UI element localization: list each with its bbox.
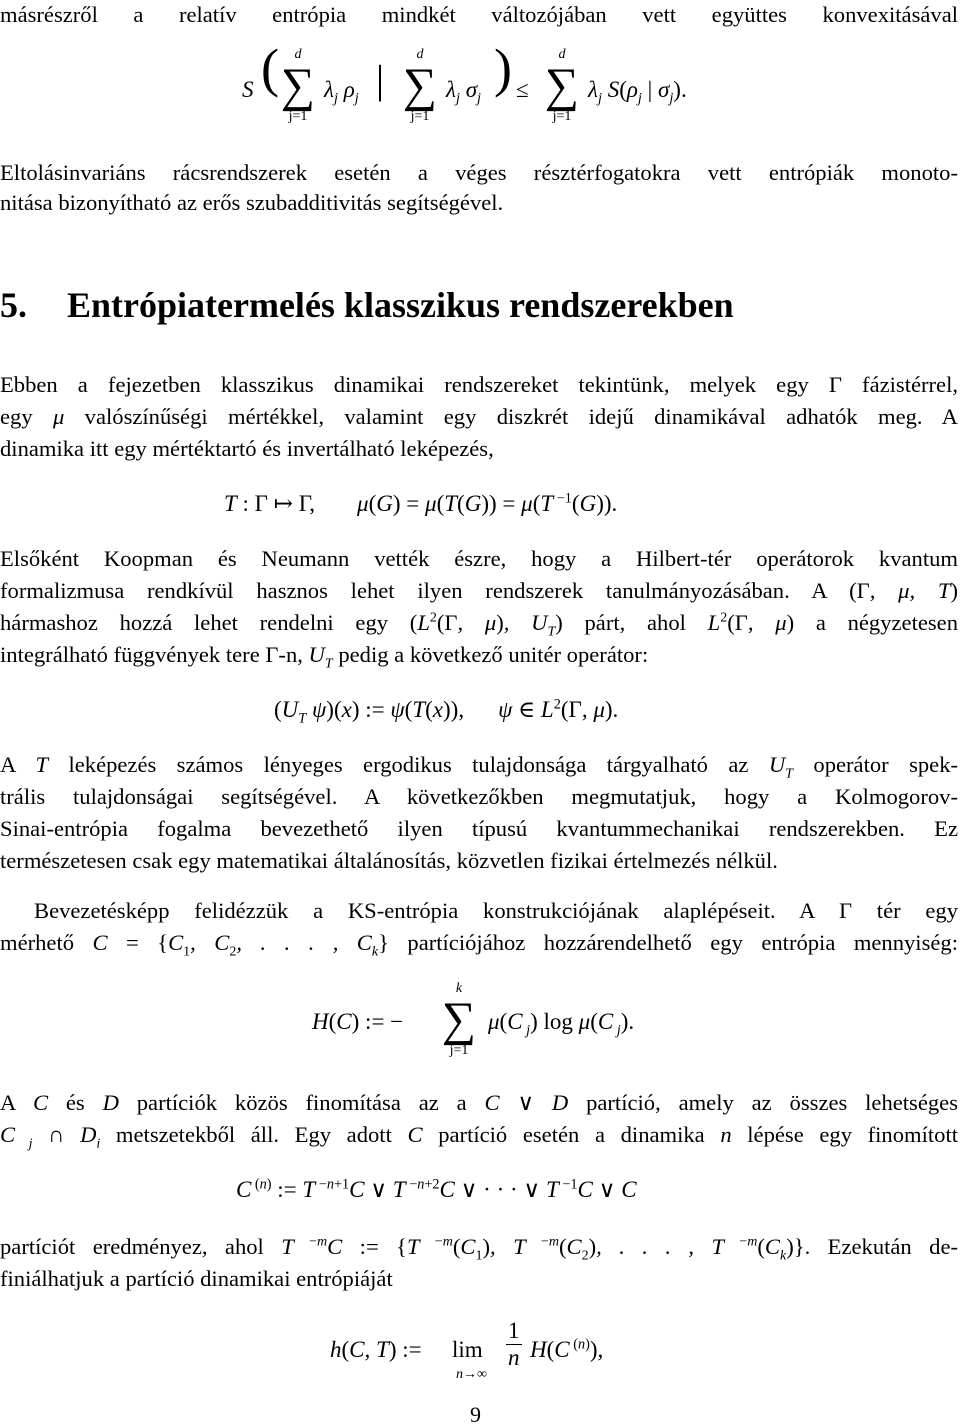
page-number: 9 [470,1402,481,1427]
text-line: A C és D partíciók közös finomítása az a C ∨ D partíció, amely az összes lehetséges [0,1090,958,1115]
text-line: C $_j$ ∩ $D_i$ metszetekből áll. Egy adott C partíció esetén a dinamika n lépése egy finomított [0,1122,959,1152]
text-line: Sinai-entrópia fogalma bevezethető ilyen típusú kvantummechanikai rendszerekben. Ez [0,816,958,841]
section-number: 5. [0,285,27,325]
text-line: nitása bizonyítható az erős szubadditivitás segítségével. [0,190,504,215]
text-line: dinamika itt egy mértéktartó és invertálható leképezés, [0,436,494,461]
text-line: mérhető $C = \{C_1$, $C_2$, . . . , $C_k$} partíciójához hozzárendelhető egy entrópia mennyiség: [0,930,958,960]
equation-5: C $^{(n)}$ := T $^{-n+1}$C ∨ T $^{-n+2}$C ∨ · · · ∨ T $^{-1}$C ∨ C [236,1176,637,1202]
equation-3: ($U_T$ ψ)(x) := ψ(T(x)), ψ ∈ $L^2(\Gamma$, μ). [274,696,619,727]
text-line: trális tulajdonságai segítségével. A következőkben megmutatjuk, hogy a Kolmogorov- [0,784,958,809]
text-line: Elsőként Koopman és Neumann vették észre, hogy a Hilbert-tér operátorok kvantum [0,546,958,571]
document-page: másrészről a relatív entrópia mindkét változójában vett együttes konvexitásával S ( d ∑ j=1 $\lambda_j$ $\rho_j$ | d ∑ j=1 $\lambda_j$ $\sigma_j$ ) ≤ d ∑ j=1 $\lambda_j$ $S(\rho_j$ | $\sigma_j$). Eltolásinvariáns rácsrendszerek esetén a véges résztérfogatokra vett entrópiák monoto- nitása bizonyítható az erős szubadditivitás segítségével. 5. Entrópiatermelés klasszikus rendszerekben Ebben a fejezetben klasszikus dinamikai rendszereket tekintünk, melyek egy Γ fázistérrel, egy μ valószínűségi mértékkel, valamint egy diszkrét idejű dinamikával adhatók meg. A dinamika itt egy mértéktartó és invertálható leképezés, T : Γ ↦ Γ, μ(G) = μ(T(G)) = μ(T $^{-1}$(G)). Elsőként Koopman és Neumann vették észre, hogy a Hilbert-tér operátorok kvantum formalizmusa rendkívül hasznos lehet ilyen rendszerek tanulmányozásában. A (Γ, μ, T) hármashoz hozzá lehet rendelni egy ($L^2(\Gamma$, μ), $U_T$) párt, ahol $L^2(\Gamma$, μ) a négyzetesen integrálható függvények tere Γ-n, $U_T$ pedig a következő unitér operátor: ($U_T$ ψ)(x) := ψ(T(x)), ψ ∈ $L^2(\Gamma$, μ). A T leképezés számos lényeges ergodikus tulajdonsága tárgyalható az $U_T$ operátor spek- trális tulajdonságai segítségével. A következőkben megmutatjuk, hogy a Kolmogorov- Sinai-entrópia fogalma bevezethető ilyen típusú kvantummechanikai rendszerekben. Ez természetesen csak egy matematikai általánosítás, közvetlen fizikai értelmezés nélkül. Bevezetésképp felidézzük a KS-entrópia konstrukciójának alaplépéseit. A Γ tér egy mérhető $C = \{C_1$, $C_2$, . . . , $C_k$} partíciójához hozzárendelhető egy entrópia mennyiség: H(C) := − k ∑ j=1 μ(C $_j$) log μ(C $_j$). A C és D partíciók közös finomítása az a C ∨ D partíció, amely az összes lehetséges C $_j$ ∩ $D_i$ metszetekből áll. Egy adott C partíció esetén a dinamika n lépése egy finomított C $^{(n)}$ := T $^{-n+1}$C ∨ T $^{-n+2}$C ∨ · · · ∨ T $^{-1}$C ∨ C partíciót eredményez, ahol T $^{-m}$C := {T $^{-m}(C_1)$, T $^{-m}(C_2)$, . . . , T $^{-m}(C_k)$}. Ezekután de- finiálhatjuk a partíció dinamikai entrópiáját h(C, T) := lim n→∞ $\frac{1}{n}$ H(C $^{(n)}$), 9 [0,2,959,1427]
text-line: hármashoz hozzá lehet rendelni egy ($L^2(\Gamma$, μ), $U_T$) párt, ahol $L^2(\Gamma$, μ) a négyzetesen [0,610,959,640]
text-line: finiálhatjuk a partíció dinamikai entrópiáját [0,1266,393,1291]
text-line: A T leképezés számos lényeges ergodikus tulajdonsága tárgyalható az $U_T$ operátor spek- [0,752,959,782]
text-line: formalizmusa rendkívül hasznos lehet ilyen rendszerek tanulmányozásában. A (Γ, μ, T) [0,578,958,603]
text-line: egy μ valószínűségi mértékkel, valamint egy diszkrét idejű dinamikával adhatók meg. A [0,404,958,429]
text-line: integrálható függvények tere Γ-n, $U_T$ pedig a következő unitér operátor: [0,642,649,672]
text-line: másrészről a relatív entrópia mindkét változójában vett együttes konvexitásával [0,2,958,27]
text-line: Ebben a fejezetben klasszikus dinamikai rendszereket tekintünk, melyek egy Γ fázistérrel, [0,372,959,397]
text-line: természetesen csak egy matematikai általánosítás, közvetlen fizikai értelmezés nélkül. [0,848,778,873]
text-line: Bevezetésképp felidézzük a KS-entrópia konstrukciójának alaplépéseit. A Γ tér egy [34,898,958,923]
section-heading [0,284,734,326]
section-title: Entrópiatermelés klasszikus rendszerekben [67,285,734,325]
text-line: partíciót eredményez, ahol T $^{-m}$C := {T $^{-m}(C_1)$, T $^{-m}(C_2)$, . . . , T $^{-m}(C_k)$}. Ezekután de- [0,1234,958,1264]
text-line: Eltolásinvariáns rácsrendszerek esetén a véges résztérfogatokra vett entrópiák monoto- [0,160,958,185]
equation-2: T : Γ ↦ Γ, μ(G) = μ(T(G)) = μ(T $^{-1}$(G)). [224,490,618,516]
